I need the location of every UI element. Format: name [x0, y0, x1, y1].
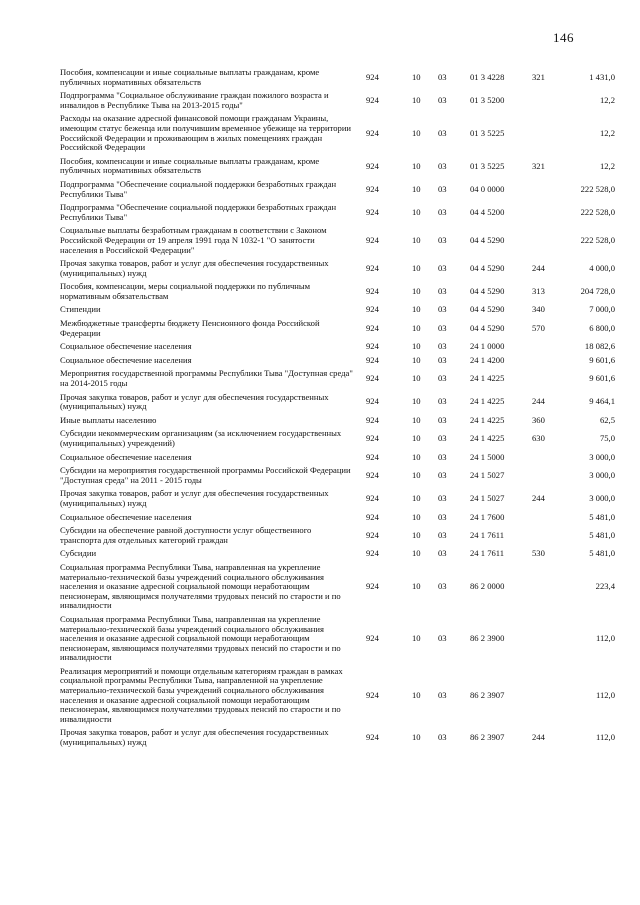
- row-section-code: 10: [412, 71, 421, 82]
- row-section-code: 10: [412, 354, 421, 365]
- table-row: [60, 667, 615, 729]
- row-name: Пособия, компенсации и иные социальные выплаты гражданам, кроме публичных нормативных обязательств: [60, 67, 320, 87]
- table-row: [60, 319, 615, 342]
- row-ved-code: 924: [366, 633, 379, 644]
- budget-table: [60, 68, 615, 752]
- table-row: [60, 728, 615, 751]
- row-ved-code: 924: [366, 373, 379, 384]
- row-target-article-code: 86 2 3907: [470, 732, 505, 743]
- row-section-code: 10: [412, 469, 421, 480]
- table-row: [60, 526, 615, 549]
- row-ved-code: 924: [366, 94, 379, 105]
- row-section-code: 10: [412, 548, 421, 559]
- row-name: Реализация мероприятий и помощи отдельным категориям граждан в рамках социальной программы Республики Тыва, направленной на укрепление материально-технической базы учреждений социального обслуживания населения и оказание адресной социальной помощи неработающим пенсионерам, являющимся получателями трудовых пенсий по старости и по инвалидности: [60, 665, 343, 724]
- row-subsection-code: 03: [438, 493, 447, 504]
- row-amount: 112,0: [595, 689, 615, 700]
- row-amount: 5 481,0: [589, 548, 615, 559]
- row-section-code: 10: [412, 304, 421, 315]
- table-row: [60, 393, 615, 416]
- row-section-code: 10: [412, 633, 421, 644]
- row-amount: 204 728,0: [580, 286, 615, 297]
- row-amount: 9 464,1: [589, 396, 615, 407]
- row-target-article-code: 04 4 5200: [470, 206, 505, 217]
- row-ved-code: 924: [366, 354, 379, 365]
- table-row: [60, 489, 615, 512]
- row-ved-code: 924: [366, 433, 379, 444]
- row-target-article-code: 24 1 5027: [470, 469, 505, 480]
- row-expense-type-code: [528, 203, 566, 226]
- row-expense-type-code: 630: [532, 433, 545, 444]
- row-expense-type-code: [528, 114, 566, 156]
- row-ved-code: 924: [366, 689, 379, 700]
- row-target-article-code: 04 4 5290: [470, 322, 505, 333]
- row-subsection-code: 03: [438, 354, 447, 365]
- row-name: Иные выплаты населению: [60, 414, 157, 425]
- table-row: [60, 466, 615, 489]
- row-section-code: 10: [412, 94, 421, 105]
- row-name: Подпрограмма "Обеспечение социальной поддержки безработных граждан Республики Тыва": [60, 202, 337, 222]
- row-ved-code: 924: [366, 493, 379, 504]
- row-section-code: 10: [412, 451, 421, 462]
- row-name: Социальная программа Республики Тыва, направленная на укрепление материально-технической базы учреждений социального обслуживания населения и оказание адресной социальной помощи неработающим пенсионерам, являющимся получателями трудовых пенсий по старости и по инвалидности: [60, 613, 341, 663]
- row-ved-code: 924: [366, 286, 379, 297]
- row-ved-code: 924: [366, 511, 379, 522]
- row-ved-code: 924: [366, 71, 379, 82]
- row-amount: 223,4: [595, 581, 615, 592]
- row-expense-type-code: 244: [532, 262, 545, 273]
- table-body: [60, 68, 615, 752]
- row-amount: 6 800,0: [589, 322, 615, 333]
- table-row: [60, 563, 615, 615]
- row-expense-type-code: [528, 342, 566, 356]
- row-subsection-code: 03: [438, 511, 447, 522]
- row-expense-type-code: 530: [532, 548, 545, 559]
- row-expense-type-code: 313: [532, 286, 545, 297]
- row-subsection-code: 03: [438, 71, 447, 82]
- row-subsection-code: 03: [438, 127, 447, 138]
- row-name: Субсидии на мероприятия государственной программы Российской Федерации "Доступная среда" на 2011 - 2015 годы: [60, 465, 351, 485]
- row-target-article-code: 24 1 4200: [470, 354, 505, 365]
- row-name: Социальные выплаты безработным гражданам в соответствии с Законом Российской Федерации от 19 апреля 1991 года N 1032-1 "О занятости населения в Российской Федерации": [60, 225, 327, 255]
- table-row: [60, 226, 615, 259]
- row-section-code: 10: [412, 493, 421, 504]
- row-amount: 1 431,0: [589, 71, 615, 82]
- row-ved-code: 924: [366, 732, 379, 743]
- row-ved-code: 924: [366, 160, 379, 171]
- row-name: Социальное обеспечение населения: [60, 341, 192, 352]
- table-row: [60, 615, 615, 667]
- row-section-code: 10: [412, 689, 421, 700]
- row-section-code: 10: [412, 286, 421, 297]
- row-name: Пособия, компенсации, меры социальной поддержки по публичным нормативным обязательствам: [60, 281, 311, 301]
- table-row: [60, 203, 615, 226]
- row-target-article-code: 24 1 4225: [470, 373, 505, 384]
- row-expense-type-code: [528, 180, 566, 203]
- table-row: [60, 342, 615, 356]
- row-target-article-code: 04 4 5290: [470, 304, 505, 315]
- row-target-article-code: 04 0 0000: [470, 183, 505, 194]
- row-name: Прочая закупка товаров, работ и услуг для обеспечения государственных (муниципальных) нужд: [60, 727, 329, 748]
- row-name: Межбюджетные трансферты бюджету Пенсионного фонда Российской Федерации: [60, 318, 320, 338]
- row-target-article-code: 24 1 7600: [470, 511, 505, 522]
- row-subsection-code: 03: [438, 396, 447, 407]
- row-amount: 18 082,6: [584, 341, 615, 352]
- row-amount: 3 000,0: [589, 469, 615, 480]
- row-amount: 9 601,6: [589, 354, 615, 365]
- row-ved-code: 924: [366, 206, 379, 217]
- row-name: Стипендии: [60, 304, 101, 315]
- row-subsection-code: 03: [438, 322, 447, 333]
- row-name: Прочая закупка товаров, работ и услуг для обеспечения государственных (муниципальных) нужд: [60, 391, 329, 412]
- row-target-article-code: 86 2 3900: [470, 633, 505, 644]
- row-expense-type-code: 360: [532, 414, 545, 425]
- row-target-article-code: 01 3 4228: [470, 71, 505, 82]
- row-ved-code: 924: [366, 396, 379, 407]
- row-subsection-code: 03: [438, 548, 447, 559]
- row-subsection-code: 03: [438, 529, 447, 540]
- row-target-article-code: 24 1 5027: [470, 493, 505, 504]
- row-name: Субсидии: [60, 548, 97, 559]
- table-row: [60, 453, 615, 467]
- row-subsection-code: 03: [438, 433, 447, 444]
- row-target-article-code: 24 1 4225: [470, 433, 505, 444]
- row-subsection-code: 03: [438, 469, 447, 480]
- row-name: Расходы на оказание адресной финансовой помощи гражданам Украины, имеющим статус беженца или получившим временное убежище на территории Российской Федерации и проживающим в жилых помещениях граждан Российской Федерации: [60, 113, 352, 153]
- page-number: 146: [553, 30, 574, 45]
- row-ved-code: 924: [366, 322, 379, 333]
- row-expense-type-code: [528, 466, 566, 489]
- row-expense-type-code: [528, 513, 566, 527]
- row-subsection-code: 03: [438, 581, 447, 592]
- row-expense-type-code: [528, 356, 566, 370]
- row-amount: 5 481,0: [589, 529, 615, 540]
- row-name: Субсидии на обеспечение равной доступности услуг общественного транспорта для отдельных категорий граждан: [60, 525, 312, 545]
- row-amount: 7 000,0: [589, 304, 615, 315]
- row-section-code: 10: [412, 414, 421, 425]
- row-expense-type-code: [528, 226, 566, 259]
- row-section-code: 10: [412, 732, 421, 743]
- table-row: [60, 513, 615, 527]
- row-subsection-code: 03: [438, 304, 447, 315]
- row-section-code: 10: [412, 322, 421, 333]
- table-row: [60, 369, 615, 392]
- row-target-article-code: 24 1 4225: [470, 396, 505, 407]
- row-expense-type-code: [528, 526, 566, 549]
- row-expense-type-code: [528, 563, 566, 615]
- row-amount: 112,0: [595, 732, 615, 743]
- row-name: Прочая закупка товаров, работ и услуг для обеспечения государственных (муниципальных) нужд: [60, 258, 329, 278]
- row-target-article-code: 04 4 5290: [470, 286, 505, 297]
- row-section-code: 10: [412, 206, 421, 217]
- row-target-article-code: 04 4 5290: [470, 234, 505, 245]
- table-row: [60, 114, 615, 156]
- row-subsection-code: 03: [438, 732, 447, 743]
- row-subsection-code: 03: [438, 414, 447, 425]
- row-name: Пособия, компенсации и иные социальные выплаты гражданам, кроме публичных нормативных обязательств: [60, 155, 320, 176]
- row-amount: 75,0: [599, 433, 615, 444]
- row-expense-type-code: [528, 667, 566, 729]
- row-name: Социальная программа Республики Тыва, направленная на укрепление материально-технической базы учреждений социального обслуживания населения и оказание адресной социальной помощи неработающим пенсионерам, являющимся получателями трудовых пенсий по старости и по инвалидности: [60, 561, 341, 611]
- row-amount: 222 528,0: [580, 234, 615, 245]
- row-ved-code: 924: [366, 262, 379, 273]
- row-name: Социальное обеспечение населения: [60, 511, 192, 522]
- row-amount: 3 000,0: [589, 493, 615, 504]
- row-subsection-code: 03: [438, 183, 447, 194]
- row-amount: 12,2: [599, 94, 615, 105]
- row-target-article-code: 04 4 5290: [470, 262, 505, 273]
- row-subsection-code: 03: [438, 341, 447, 352]
- row-section-code: 10: [412, 529, 421, 540]
- row-ved-code: 924: [366, 341, 379, 352]
- row-name: Прочая закупка товаров, работ и услуг для обеспечения государственных (муниципальных) нужд: [60, 488, 329, 508]
- row-expense-type-code: 244: [532, 732, 545, 743]
- row-name: Подпрограмма "Обеспечение социальной поддержки безработных граждан Республики Тыва": [60, 178, 337, 199]
- table-row: [60, 68, 615, 91]
- row-expense-type-code: 321: [532, 71, 545, 82]
- row-expense-type-code: 244: [532, 493, 545, 504]
- row-section-code: 10: [412, 127, 421, 138]
- row-name: Мероприятия государственной программы Республики Тыва "Доступная среда" на 2014-2015 годы: [60, 368, 353, 389]
- row-target-article-code: 01 3 5225: [470, 127, 505, 138]
- row-expense-type-code: [528, 369, 566, 392]
- row-section-code: 10: [412, 341, 421, 352]
- row-target-article-code: 24 1 0000: [470, 341, 505, 352]
- row-amount: 5 481,0: [589, 511, 615, 522]
- row-amount: 9 601,6: [589, 373, 615, 384]
- row-subsection-code: 03: [438, 689, 447, 700]
- row-expense-type-code: 570: [532, 322, 545, 333]
- row-subsection-code: 03: [438, 94, 447, 105]
- row-ved-code: 924: [366, 529, 379, 540]
- row-target-article-code: 01 3 5200: [470, 94, 505, 105]
- row-target-article-code: 86 2 0000: [470, 581, 505, 592]
- row-subsection-code: 03: [438, 262, 447, 273]
- row-name: Субсидии некоммерческим организациям (за исключением государственных (муниципальных) учреждений): [60, 428, 342, 448]
- table-row: [60, 91, 615, 114]
- row-target-article-code: 24 1 7611: [470, 529, 505, 540]
- table-row: [60, 429, 615, 452]
- table-row: [60, 305, 615, 319]
- row-section-code: 10: [412, 373, 421, 384]
- row-section-code: 10: [412, 160, 421, 171]
- row-amount: 12,2: [599, 127, 615, 138]
- row-section-code: 10: [412, 396, 421, 407]
- row-expense-type-code: [528, 91, 566, 114]
- row-subsection-code: 03: [438, 633, 447, 644]
- row-target-article-code: 24 1 7611: [470, 548, 505, 559]
- row-name: Социальное обеспечение населения: [60, 354, 192, 365]
- row-ved-code: 924: [366, 548, 379, 559]
- table-row: [60, 259, 615, 282]
- row-ved-code: 924: [366, 414, 379, 425]
- table-row: [60, 356, 615, 370]
- row-ved-code: 924: [366, 234, 379, 245]
- row-expense-type-code: 321: [532, 160, 545, 171]
- row-subsection-code: 03: [438, 286, 447, 297]
- row-section-code: 10: [412, 433, 421, 444]
- row-expense-type-code: [528, 453, 566, 467]
- row-subsection-code: 03: [438, 206, 447, 217]
- row-subsection-code: 03: [438, 160, 447, 171]
- row-ved-code: 924: [366, 451, 379, 462]
- table-row: [60, 549, 615, 563]
- row-target-article-code: 24 1 4225: [470, 414, 505, 425]
- row-section-code: 10: [412, 581, 421, 592]
- row-target-article-code: 01 3 5225: [470, 160, 505, 171]
- table-row: [60, 157, 615, 180]
- row-target-article-code: 86 2 3907: [470, 689, 505, 700]
- row-name: Подпрограмма "Социальное обслуживание граждан пожилого возраста и инвалидов в Республике Тыва на 2013-2015 годы": [60, 90, 329, 110]
- row-expense-type-code: 340: [532, 304, 545, 315]
- table-row: [60, 180, 615, 203]
- row-amount: 62,5: [599, 414, 615, 425]
- row-name: Социальное обеспечение населения: [60, 451, 192, 462]
- row-subsection-code: 03: [438, 234, 447, 245]
- row-expense-type-code: 244: [532, 396, 545, 407]
- row-subsection-code: 03: [438, 373, 447, 384]
- row-amount: 4 000,0: [589, 262, 615, 273]
- row-section-code: 10: [412, 183, 421, 194]
- row-amount: 12,2: [599, 160, 615, 171]
- row-target-article-code: 24 1 5000: [470, 451, 505, 462]
- row-ved-code: 924: [366, 183, 379, 194]
- table-row: [60, 416, 615, 430]
- row-ved-code: 924: [366, 469, 379, 480]
- row-expense-type-code: [528, 615, 566, 667]
- row-ved-code: 924: [366, 127, 379, 138]
- row-section-code: 10: [412, 262, 421, 273]
- table-row: [60, 282, 615, 305]
- row-amount: 222 528,0: [580, 206, 615, 217]
- row-amount: 222 528,0: [580, 183, 615, 194]
- row-ved-code: 924: [366, 581, 379, 592]
- row-section-code: 10: [412, 234, 421, 245]
- row-subsection-code: 03: [438, 451, 447, 462]
- row-ved-code: 924: [366, 304, 379, 315]
- row-amount: 112,0: [595, 633, 615, 644]
- row-amount: 3 000,0: [589, 451, 615, 462]
- row-section-code: 10: [412, 511, 421, 522]
